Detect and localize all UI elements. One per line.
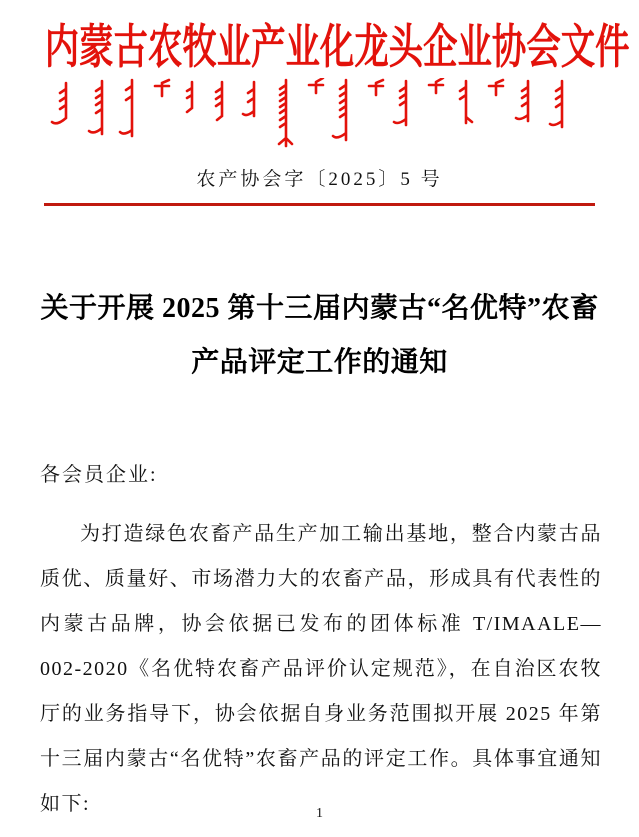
doc-title (20, 282, 619, 390)
red-divider-line (44, 203, 595, 206)
mongolian-script-icon (50, 78, 590, 154)
doc-title-line2: 产品评定工作的通知 (191, 347, 448, 378)
doc-number: 农产协会字〔2025〕5 号 (196, 169, 443, 190)
body-paragraph: 为打造绿色农畜产品生产加工输出基地，整合内蒙古品质优、质量好、市场潜力大的农畜产品，形成具有代表性的内蒙古品牌，协会依据已发布的团体标准 T/IMAALE—002-2020《名优特农畜产品评价认定规范》，在自治区农牧厅的业务指导下，协会依据自身业务范围拟开展 2025 年第十三届内蒙古“名优特”农畜产品的评定工作。具体事宜通知如下: (40, 523, 602, 815)
doc-title-line1: 关于开展 2025 第十三届内蒙古“名优特”农畜 (40, 293, 599, 324)
letterhead-org-title: 内蒙古农牧业产业化龙头企业协会文件 (44, 20, 630, 74)
page-number: 1 (316, 806, 323, 821)
salutation: 各会员企业: (40, 464, 158, 486)
